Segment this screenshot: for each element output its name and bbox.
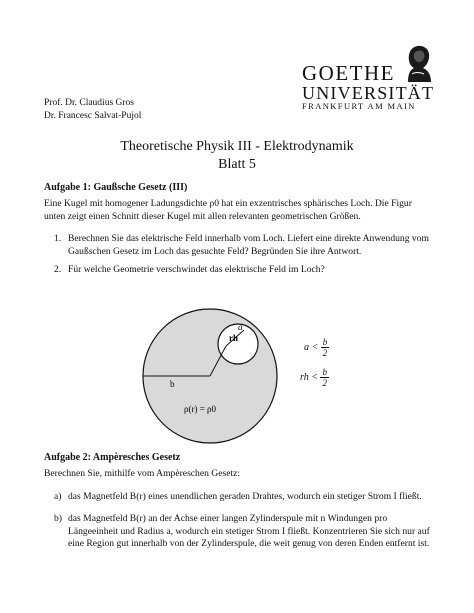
fraction-numerator: b bbox=[322, 367, 327, 377]
item-number: 2. bbox=[54, 264, 62, 275]
logo-line-universitaet: UNIVERSITÄT bbox=[302, 83, 435, 103]
goethe-portrait-icon bbox=[400, 44, 436, 82]
university-logo bbox=[300, 44, 440, 111]
item-text: Berechnen Sie das elektrische Feld innerhalb vom Loch. Liefert eine direkte Anwendung vom Gaußschen Gesetz im Loch das gesuchte Feld? Begründen Sie ihre Antwort. bbox=[68, 233, 429, 257]
task1-heading: Aufgabe 1: Gaußsche Gesetz (III) bbox=[44, 182, 188, 193]
sphere-figure bbox=[140, 306, 280, 451]
item-number: a) bbox=[54, 491, 62, 502]
condition-rh-fraction bbox=[320, 367, 329, 388]
fraction-denominator: 2 bbox=[322, 378, 327, 388]
item-text: Für welche Geometrie verschwindet das elektrische Feld im Loch? bbox=[68, 264, 325, 275]
task2-intro: Berechnen Sie, mithilfe vom Ampèreschen Gesetz: bbox=[44, 468, 241, 479]
fraction-numerator: b bbox=[322, 337, 328, 347]
item-number: b) bbox=[54, 513, 62, 524]
logo-line-frankfurt: FRANKFURT AM MAIN bbox=[302, 101, 416, 111]
author-block bbox=[44, 97, 141, 123]
fraction-denominator: 2 bbox=[322, 348, 328, 358]
item-number: 1. bbox=[54, 233, 62, 244]
author-2: Dr. Francesc Salvat-Pujol bbox=[44, 111, 142, 121]
sheet-title bbox=[0, 138, 474, 174]
label-a: a bbox=[238, 322, 243, 332]
task1-intro: Eine Kugel mit homogener Ladungsdichte ρ0 hat ein exzentrisches sphärisches Loch. Die Figur unten zeigt einen Schnitt dieser Kugel mit allen relevanten geometrischen Größen. bbox=[44, 198, 412, 222]
condition-a-lhs: a < bbox=[304, 341, 319, 353]
course-title: Theoretische Physik III - Elektrodynamik bbox=[120, 139, 354, 154]
label-rho: ρ(r) = ρ0 bbox=[184, 404, 217, 414]
author-1: Prof. Dr. Claudius Gros bbox=[44, 98, 134, 108]
sphere-diagram bbox=[140, 306, 280, 446]
condition-rh bbox=[300, 367, 329, 388]
sheet-number: Blatt 5 bbox=[218, 157, 256, 172]
item-text: das Magnetfeld B(r) an der Achse einer langen Zylinderspule mit n Windungen pro Längeeinheit und Radius a, wodurch ein stetiger Strom I fließt. Konzentrieren Sie sich nur auf eine Region gut innerhalb von der Zylinderspule, die weit genug von deren Enden entfernt ist. bbox=[68, 513, 430, 549]
item-text: das Magnetfeld B(r) eines unendlichen geraden Drahtes, wodurch ein stetiger Strom I fließt. bbox=[68, 491, 422, 502]
condition-a-fraction bbox=[321, 337, 330, 358]
condition-rh-lhs: rh < bbox=[300, 371, 318, 383]
logo-line-goethe: GOETHE bbox=[302, 61, 395, 85]
condition-a bbox=[304, 337, 329, 358]
task2-heading: Aufgabe 2: Ampèresches Gesetz bbox=[44, 452, 181, 463]
label-rh: rh bbox=[229, 333, 238, 343]
label-b: b bbox=[170, 379, 175, 389]
